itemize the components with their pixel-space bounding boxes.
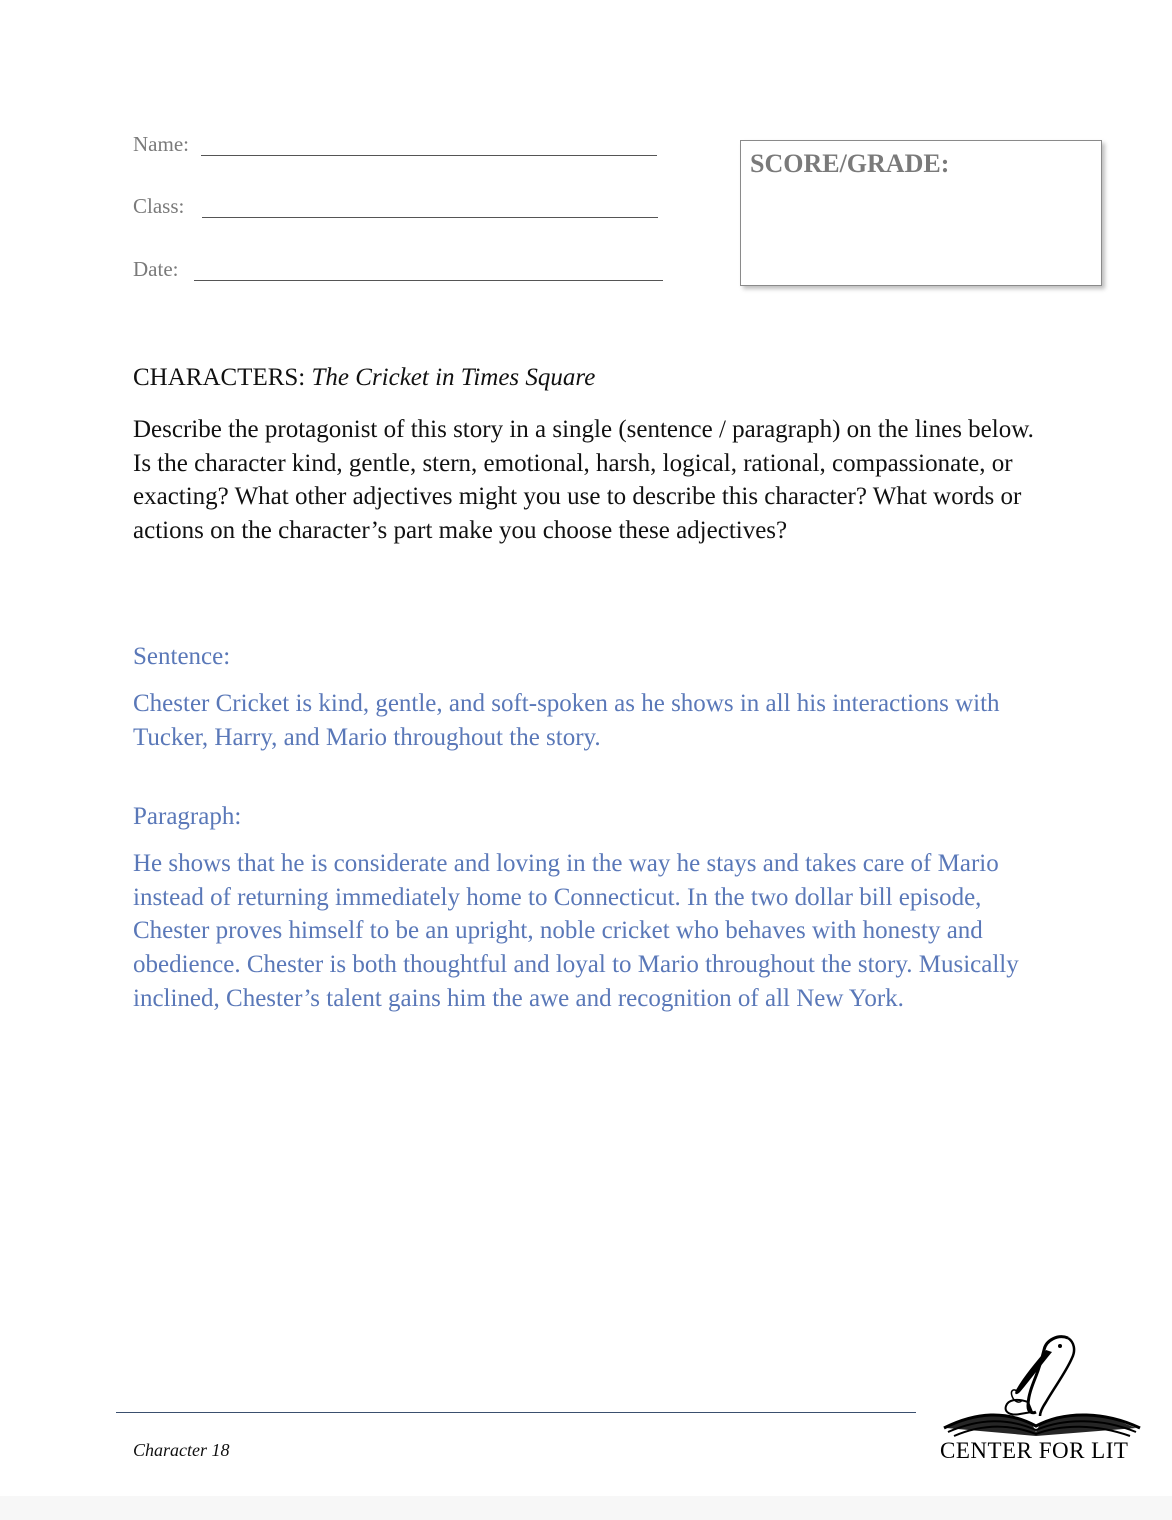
center-for-lit-logo-text: CENTER FOR LIT xyxy=(940,1438,1129,1463)
class-label: Class: xyxy=(133,194,185,218)
name-label: Name: xyxy=(133,132,189,156)
name-line xyxy=(201,155,657,156)
footer-page-label: Character 18 xyxy=(133,1440,230,1460)
date-line xyxy=(194,280,663,281)
class-line xyxy=(202,217,658,218)
sentence-answer: Chester Cricket is kind, gentle, and soft-spoken as he shows in all his interactions with Tucker, Harry, and Mario throughout the story. xyxy=(133,690,1000,751)
date-label: Date: xyxy=(133,257,179,281)
paragraph-label: Paragraph: xyxy=(133,803,242,830)
score-grade-box xyxy=(740,140,1102,286)
book-title: The Cricket in Times Square xyxy=(311,364,596,391)
page-bottom-strip xyxy=(0,1496,1172,1520)
sentence-label: Sentence: xyxy=(133,643,231,670)
score-grade-label: SCORE/GRADE: xyxy=(750,149,950,178)
paragraph-answer: He shows that he is considerate and loving in the way he stays and takes care of Mario instead of returning immediately home to Connecticut. In the two dollar bill episode, Chester proves himself to be an upright, noble cricket who behaves with honesty and obedience. Chester is both thoughtful and loyal to Mario throughout the story. Musically inclined, Chester’s talent gains him the awe and recognition of all New York. xyxy=(133,850,1019,1012)
footer-rule xyxy=(116,1412,916,1413)
worksheet-heading xyxy=(133,364,595,392)
prompt-text: Describe the protagonist of this story in a single (sentence / paragraph) on the lines below. Is the character kind, gentle, stern, emotional, harsh, logical, rational, compassionate, or exacting? What other adjectives might you use to describe this character? What words or actions on the character’s part make you choose these adjectives? xyxy=(133,416,1034,544)
heading-prefix: CHARACTERS: xyxy=(133,364,312,391)
